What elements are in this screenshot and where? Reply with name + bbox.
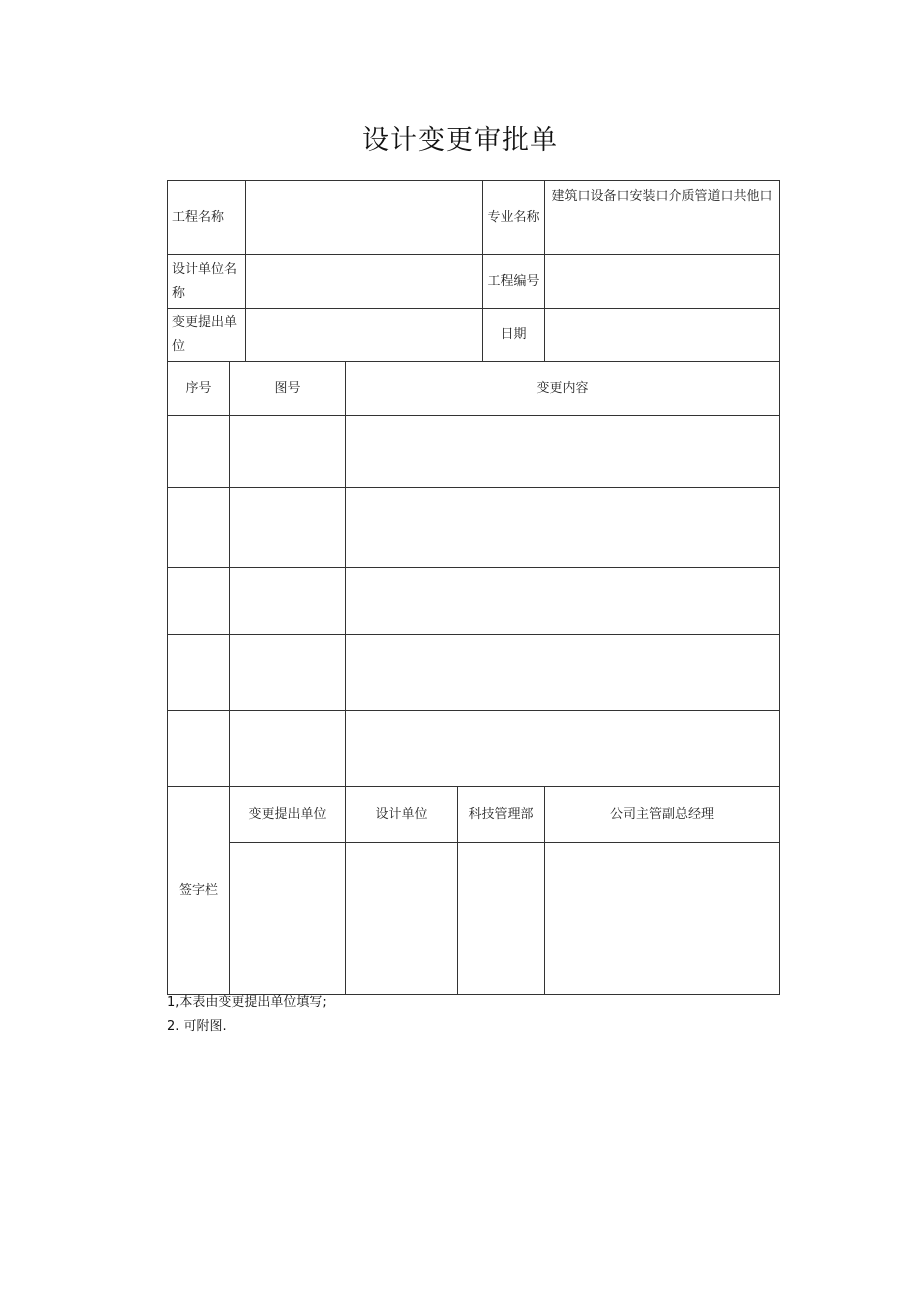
date-field[interactable] — [545, 309, 780, 362]
table-row — [168, 416, 780, 488]
seq-cell[interactable] — [168, 568, 230, 635]
col-seq-header: 序号 — [168, 362, 230, 416]
changes-header-row — [168, 362, 780, 416]
sig-col-proposer: 变更提出单位 — [230, 787, 346, 843]
drawing-cell[interactable] — [230, 416, 346, 488]
content-cell[interactable] — [346, 635, 780, 711]
sig-col-vp: 公司主管副总经理 — [545, 787, 780, 843]
project-name-row — [168, 181, 780, 255]
seq-cell[interactable] — [168, 711, 230, 787]
specialty-options[interactable]: 建筑口设备口安装口介质管道口共他口 — [545, 181, 780, 255]
project-no-field[interactable] — [545, 255, 780, 309]
design-unit-label: 设计单位名称 — [168, 255, 246, 309]
sig-field-proposer[interactable] — [230, 843, 346, 995]
signature-fields-row — [168, 843, 780, 995]
project-name-label: 工程名称 — [168, 181, 246, 255]
sig-field-tech[interactable] — [458, 843, 545, 995]
sig-col-tech: 科技管理部 — [458, 787, 545, 843]
table-row — [168, 711, 780, 787]
drawing-cell[interactable] — [230, 711, 346, 787]
content-cell[interactable] — [346, 568, 780, 635]
seq-cell[interactable] — [168, 488, 230, 568]
table-row — [168, 568, 780, 635]
signature-header-row — [168, 787, 780, 843]
table-row — [168, 635, 780, 711]
seq-cell[interactable] — [168, 416, 230, 488]
page-title: 设计变更审批单 — [362, 125, 558, 156]
sig-field-design[interactable] — [346, 843, 458, 995]
date-label: 日期 — [483, 309, 545, 362]
design-unit-row — [168, 255, 780, 309]
project-name-field[interactable] — [246, 181, 483, 255]
content-cell[interactable] — [346, 416, 780, 488]
footnotes — [167, 991, 327, 1039]
sig-field-vp[interactable] — [545, 843, 780, 995]
proposer-row — [168, 309, 780, 362]
project-no-label: 工程编号 — [483, 255, 545, 309]
drawing-cell[interactable] — [230, 568, 346, 635]
drawing-cell[interactable] — [230, 635, 346, 711]
proposer-label: 变更提出单位 — [168, 309, 246, 362]
seq-cell[interactable] — [168, 635, 230, 711]
col-content-header: 变更内容 — [346, 362, 780, 416]
design-unit-field[interactable] — [246, 255, 483, 309]
specialty-label: 专业名称 — [483, 181, 545, 255]
proposer-field[interactable] — [246, 309, 483, 362]
content-cell[interactable] — [346, 488, 780, 568]
footnote-2: 2. 可附图. — [167, 1019, 227, 1034]
col-drawing-header: 图号 — [230, 362, 346, 416]
footnote-1: 1,本表由变更提出单位填写; — [167, 995, 327, 1010]
table-row — [168, 488, 780, 568]
drawing-cell[interactable] — [230, 488, 346, 568]
approval-form-table — [167, 180, 780, 995]
signature-label: 签字栏 — [168, 787, 230, 995]
sig-col-design: 设计单位 — [346, 787, 458, 843]
content-cell[interactable] — [346, 711, 780, 787]
